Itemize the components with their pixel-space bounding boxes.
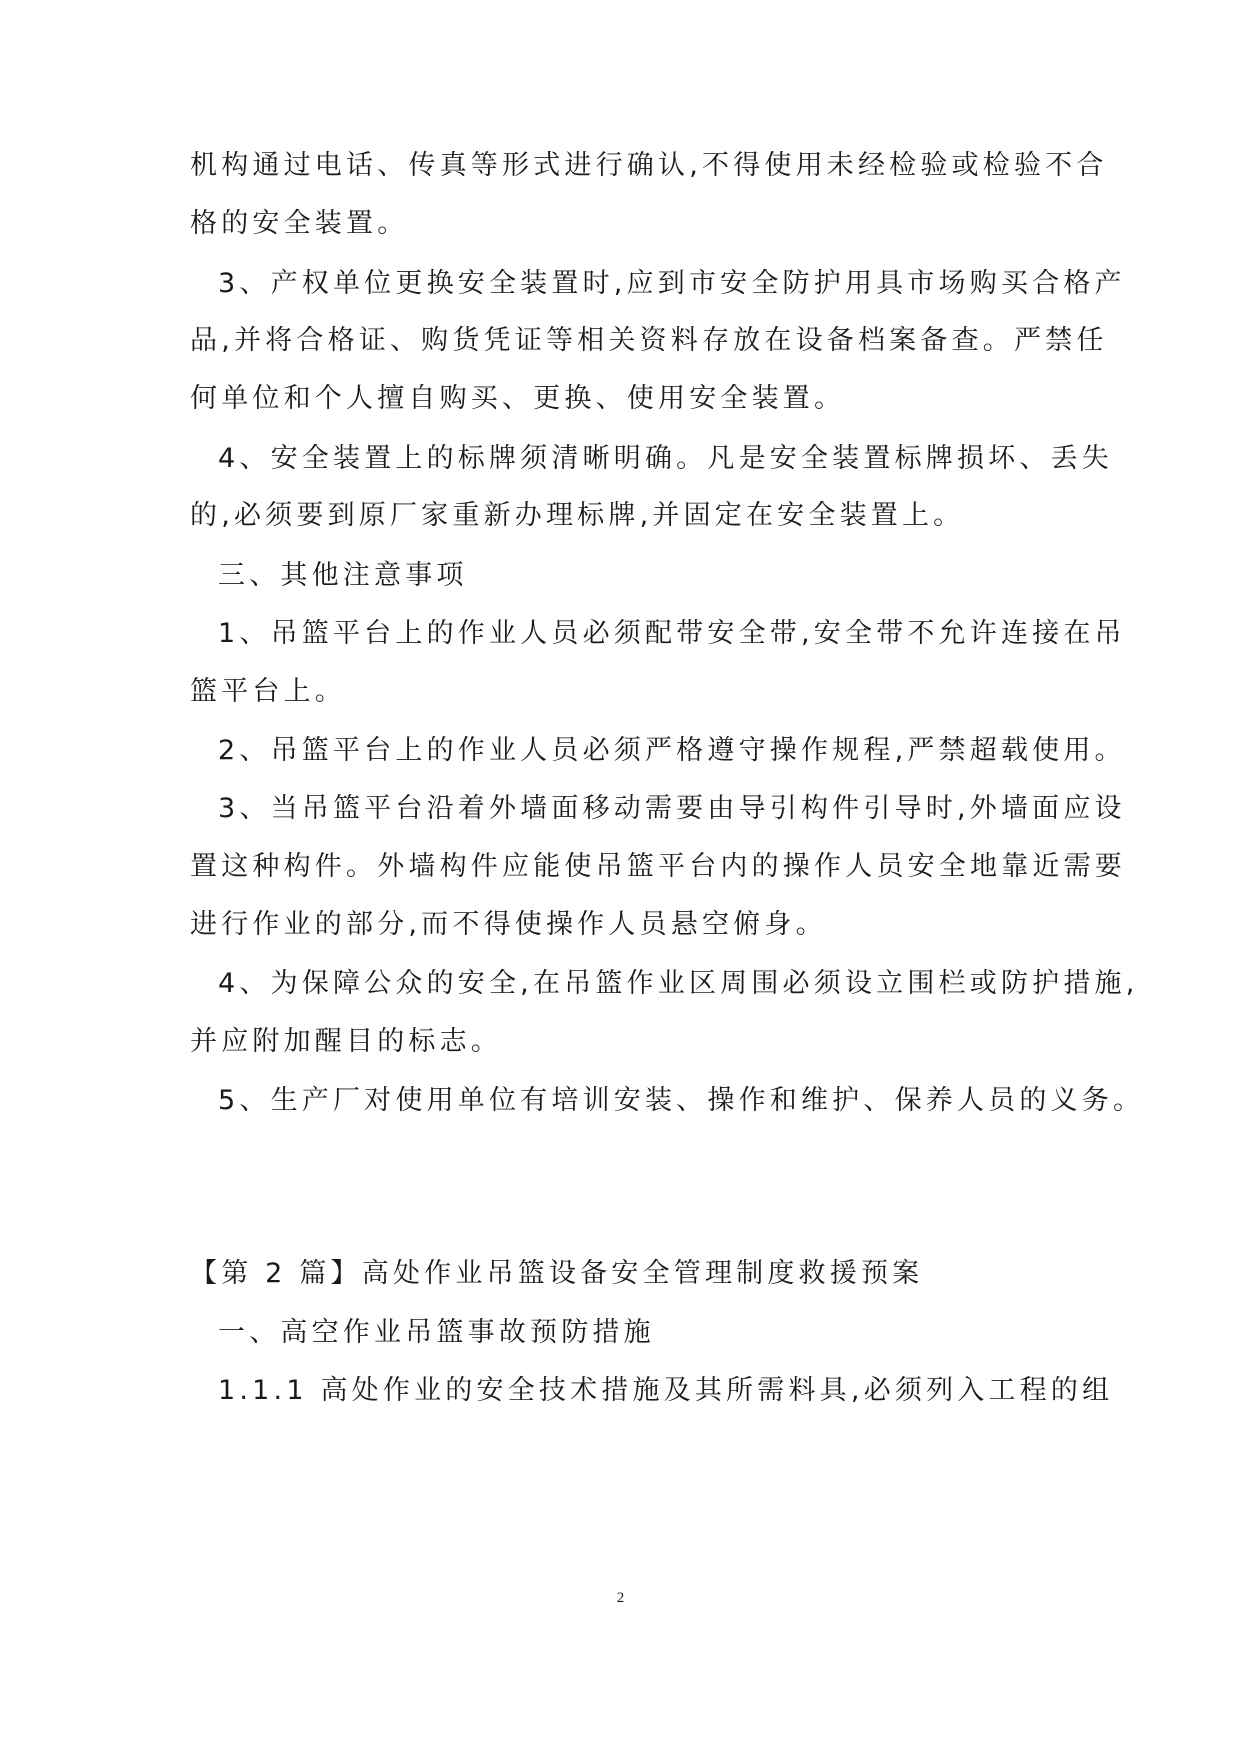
paragraph-line: 1、吊篮平台上的作业人员必须配带安全带,安全带不允许连接在吊: [218, 618, 1126, 649]
paragraph-line: 机构通过电话、传真等形式进行确认,不得使用未经检验或检验不合: [190, 150, 1108, 181]
article-title: 【第 2 篇】高处作业吊篮设备安全管理制度救援预案: [190, 1258, 924, 1289]
page-number: 2: [616, 1590, 625, 1606]
section-heading: 三、其他注意事项: [218, 560, 468, 591]
section-heading: 一、高空作业吊篮事故预防措施: [218, 1317, 655, 1348]
paragraph-line: 置这种构件。外墙构件应能使吊篮平台内的操作人员安全地靠近需要: [190, 851, 1126, 882]
paragraph-line: 品,并将合格证、购货凭证等相关资料存放在设备档案备查。严禁任: [190, 325, 1108, 356]
paragraph-line: 1.1.1 高处作业的安全技术措施及其所需料具,必须列入工程的组: [218, 1375, 1114, 1406]
paragraph-line: 4、为保障公众的安全,在吊篮作业区周围必须设立围栏或防护措施,: [218, 968, 1139, 999]
paragraph-line: 5、生产厂对使用单位有培训安装、操作和维护、保养人员的义务。: [218, 1085, 1145, 1116]
paragraph-line: 进行作业的部分,而不得使操作人员悬空俯身。: [190, 909, 827, 940]
paragraph-line: 3、产权单位更换安全装置时,应到市安全防护用具市场购买合格产: [218, 268, 1126, 299]
paragraph-line: 的,必须要到原厂家重新办理标牌,并固定在安全装置上。: [190, 500, 965, 531]
paragraph-line: 何单位和个人擅自购买、更换、使用安全装置。: [190, 383, 846, 414]
paragraph-line: 3、当吊篮平台沿着外墙面移动需要由导引构件引导时,外墙面应设: [218, 793, 1126, 824]
paragraph-line: 篮平台上。: [190, 676, 346, 707]
paragraph-line: 2、吊篮平台上的作业人员必须严格遵守操作规程,严禁超载使用。: [218, 735, 1126, 766]
paragraph-line: 并应附加醒目的标志。: [190, 1026, 502, 1057]
paragraph-line: 格的安全装置。: [190, 208, 409, 239]
paragraph-line: 4、安全装置上的标牌须清晰明确。凡是安全装置标牌损坏、丢失: [218, 443, 1113, 474]
